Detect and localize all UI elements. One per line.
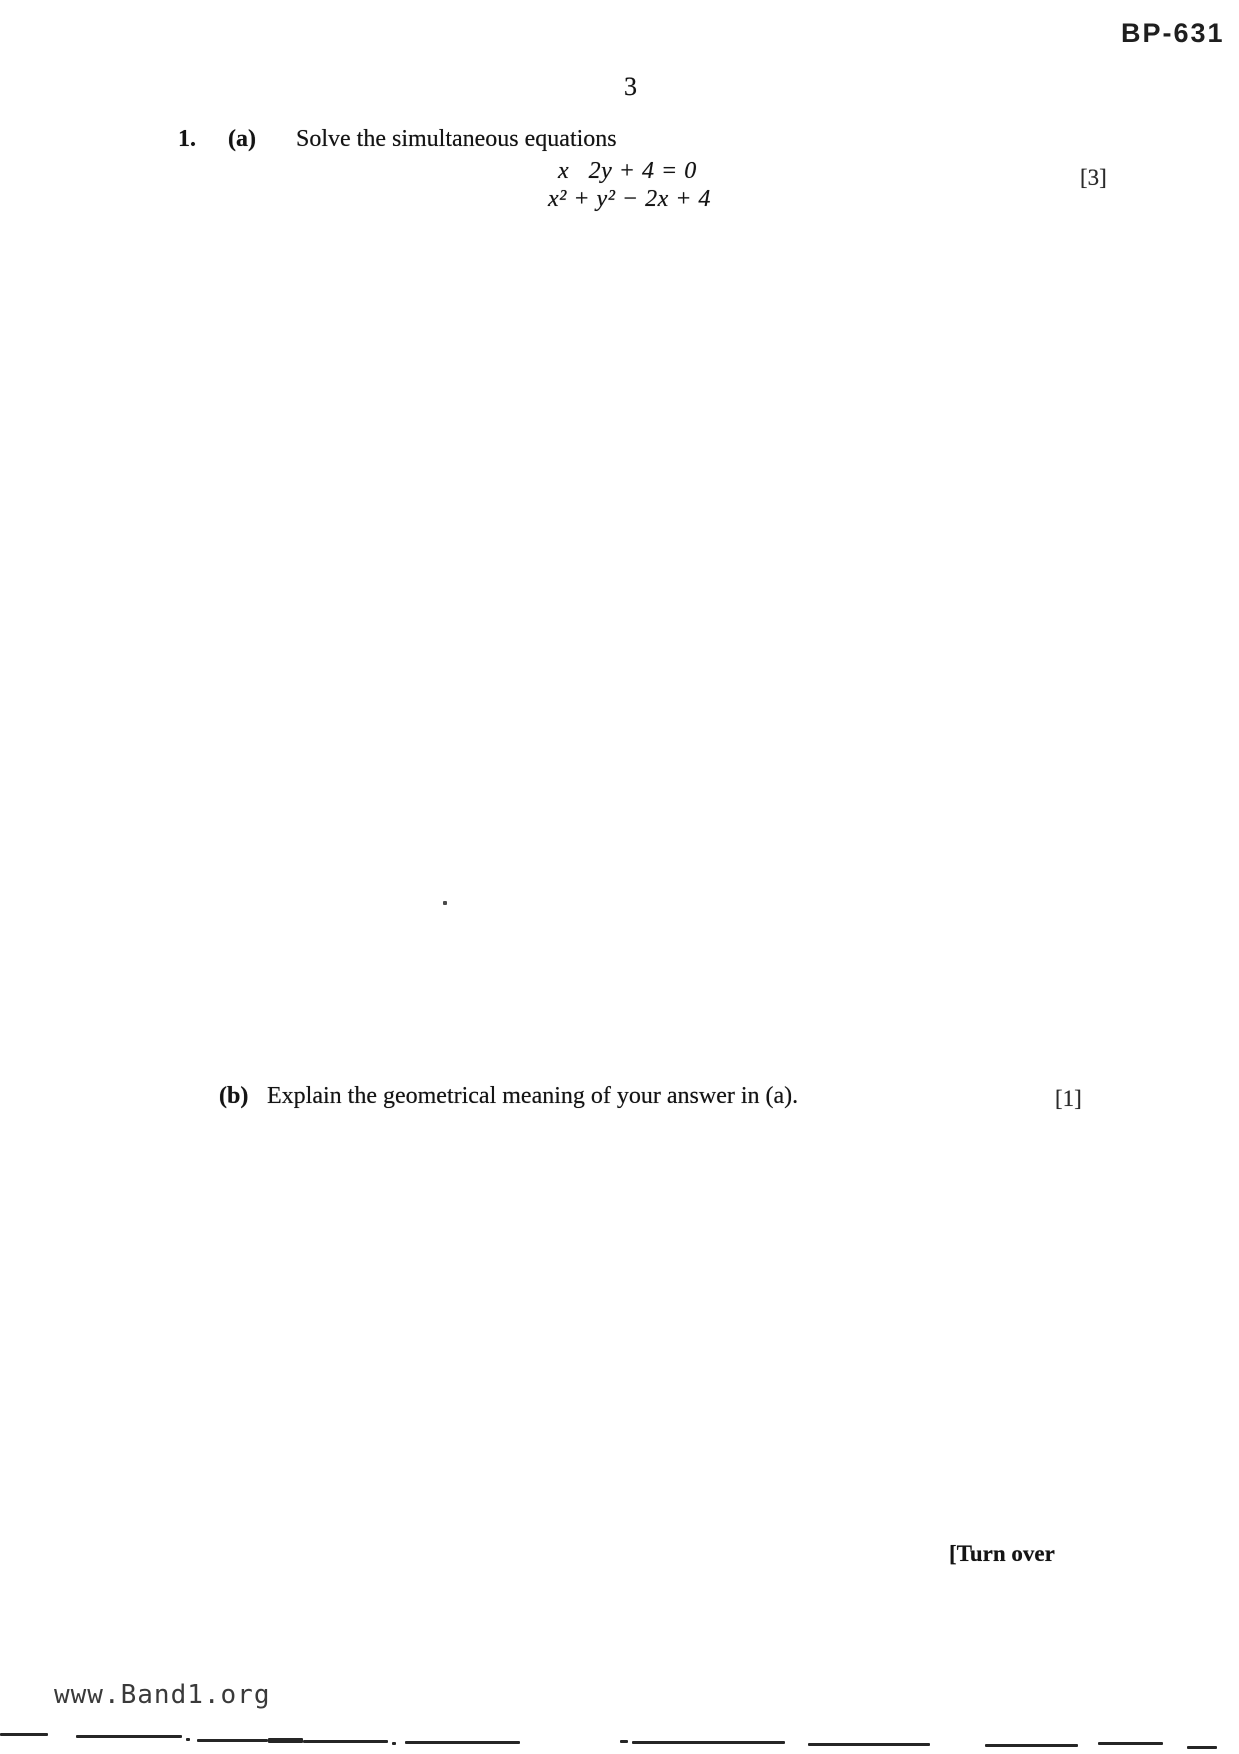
scan-artifact-dash xyxy=(620,1740,628,1743)
scan-artifact-dash xyxy=(392,1742,396,1745)
scan-artifact-dash xyxy=(808,1743,930,1746)
scan-artifact-dash xyxy=(186,1738,190,1741)
equation-2: x² + y² − 2x + 4 xyxy=(548,186,711,212)
doc-code: BP-631 xyxy=(1121,18,1225,48)
scan-artifact-dash xyxy=(0,1733,48,1736)
scan-artifact-dash xyxy=(303,1740,388,1743)
scan-artifact-dash xyxy=(1098,1742,1163,1745)
page-number: 3 xyxy=(624,72,637,101)
scan-artifact-dot xyxy=(443,901,447,905)
part-a-prompt: Solve the simultaneous equations xyxy=(296,126,617,152)
scan-artifact-dash xyxy=(76,1735,182,1738)
scan-artifact-dash xyxy=(985,1744,1078,1747)
part-a-marks: [3] xyxy=(1080,165,1107,190)
scan-artifact-dash xyxy=(632,1741,785,1744)
equation-1: x 2y + 4 = 0 xyxy=(558,158,697,184)
part-b-label: (b) xyxy=(219,1083,249,1109)
turn-over-label: [Turn over xyxy=(949,1541,1055,1566)
part-a-label: (a) xyxy=(228,126,256,152)
part-b-marks: [1] xyxy=(1055,1086,1082,1111)
scan-artifact-dash xyxy=(197,1739,268,1742)
scan-artifact-dash xyxy=(1187,1746,1217,1749)
scan-artifact-dash xyxy=(405,1741,520,1744)
scan-artifact-dash xyxy=(268,1738,303,1743)
part-b-prompt: Explain the geometrical meaning of your answer in (a). xyxy=(267,1083,799,1109)
watermark-text: www.Band1.org xyxy=(54,1680,271,1710)
question-number: 1. xyxy=(178,126,196,152)
